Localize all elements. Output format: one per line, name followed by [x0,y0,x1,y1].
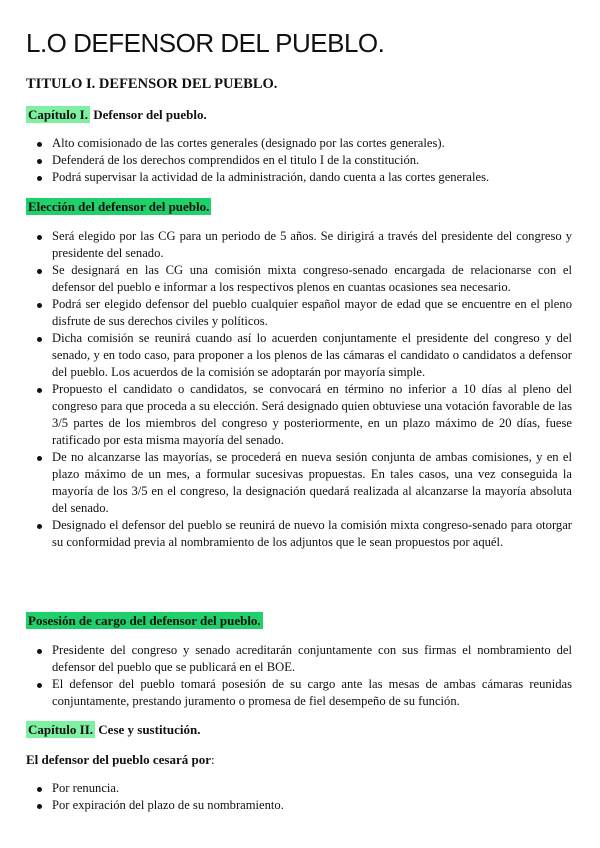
chapter1-label: Capítulo I. [28,107,88,122]
list-item: Será elegido por las CG para un periodo de 5 años. Se dirigirá a través del presidente del congreso y presidente del senado. [26,228,572,262]
list-item: Presidente del congreso y senado acreditarán conjuntamente con sus firmas el nombramiento del defensor del pueblo que se publicará en el BOE. [26,642,572,676]
posesion-list [26,642,572,710]
cese-list [26,780,572,814]
chapter1-list [26,135,572,186]
list-item: Por renuncia. [26,780,572,797]
list-item: Podrá ser elegido defensor del pueblo cualquier español mayor de edad que se encuentre en el pleno disfrute de sus derechos civiles y políticos. [26,296,572,330]
list-item: Propuesto el candidato o candidatos, se convocará en término no inferior a 10 días al pleno del congreso para que proceda a su elección. Será designado quien obtuviese una votación favorable de las 3/5 partes de los miembros del congreso y posteriormente, en un plazo máximo de 20 días, fuese ratificado por esta misma mayoría del senado. [26,381,572,449]
cese-intro-text: El defensor del pueblo cesará por [26,752,212,767]
list-item: Dicha comisión se reunirá cuando así lo acuerden conjuntamente el presidente del congreso y del senado, y en todo caso, para proponer a los plenos de las cámaras el candidato o candidatos a defensor del pueblo. Los acuerdos de la comisión se adoptarán por mayoría simple. [26,330,572,381]
chapter1-name: Defensor del pueblo. [89,107,207,122]
cese-intro-colon: : [211,752,215,767]
list-item: Alto comisionado de las cortes generales (designado por las cortes generales). [26,135,572,152]
chapter2-heading [26,721,572,738]
eleccion-list [26,228,572,551]
chapter1-heading [26,106,572,123]
posesion-heading-label: Posesión de cargo del defensor del pueblo. [28,613,261,628]
document-title: L.O DEFENSOR DEL PUEBLO. [26,28,385,58]
list-item: Se designará en las CG una comisión mixta congreso-senado encargada de relacionarse con el defensor del pueblo e informar a los respectivos plenos en cuantas ocasiones sea necesario. [26,262,572,296]
posesion-heading [26,612,572,629]
chapter2-name: Cese y sustitución. [95,722,201,737]
list-item: Defenderá de los derechos comprendidos en el titulo I de la constitución. [26,152,572,169]
eleccion-heading-label: Elección del defensor del pueblo. [28,199,210,214]
eleccion-heading [26,198,572,215]
list-item: De no alcanzarse las mayorías, se procederá en nueva sesión conjunta de ambas comisiones, y en el plazo máximo de un mes, a formular sucesivas propuestas. En tales casos, una vez conseguida la mayoría de los 3/5 en el congreso, la designación quedará realizada al alcanzarse la mayoría absoluta del senado. [26,449,572,517]
list-item: El defensor del pueblo tomará posesión de su cargo ante las mesas de ambas cámaras reunidas conjuntamente, prestando juramento o promesa de fiel desempeño de su función. [26,676,572,710]
list-item: Podrá supervisar la actividad de la administración, dando cuenta a las cortes generales. [26,169,572,186]
list-item: Designado el defensor del pueblo se reunirá de nuevo la comisión mixta congreso-senado para otorgar su conformidad previa al nombramiento de los adjuntos que le sean propuestos por aquél. [26,517,572,551]
title-heading: TITULO I. DEFENSOR DEL PUEBLO. [26,76,278,92]
cese-intro [26,751,572,768]
chapter2-label: Capítulo II. [28,722,94,737]
list-item: Por expiración del plazo de su nombramiento. [26,797,572,814]
